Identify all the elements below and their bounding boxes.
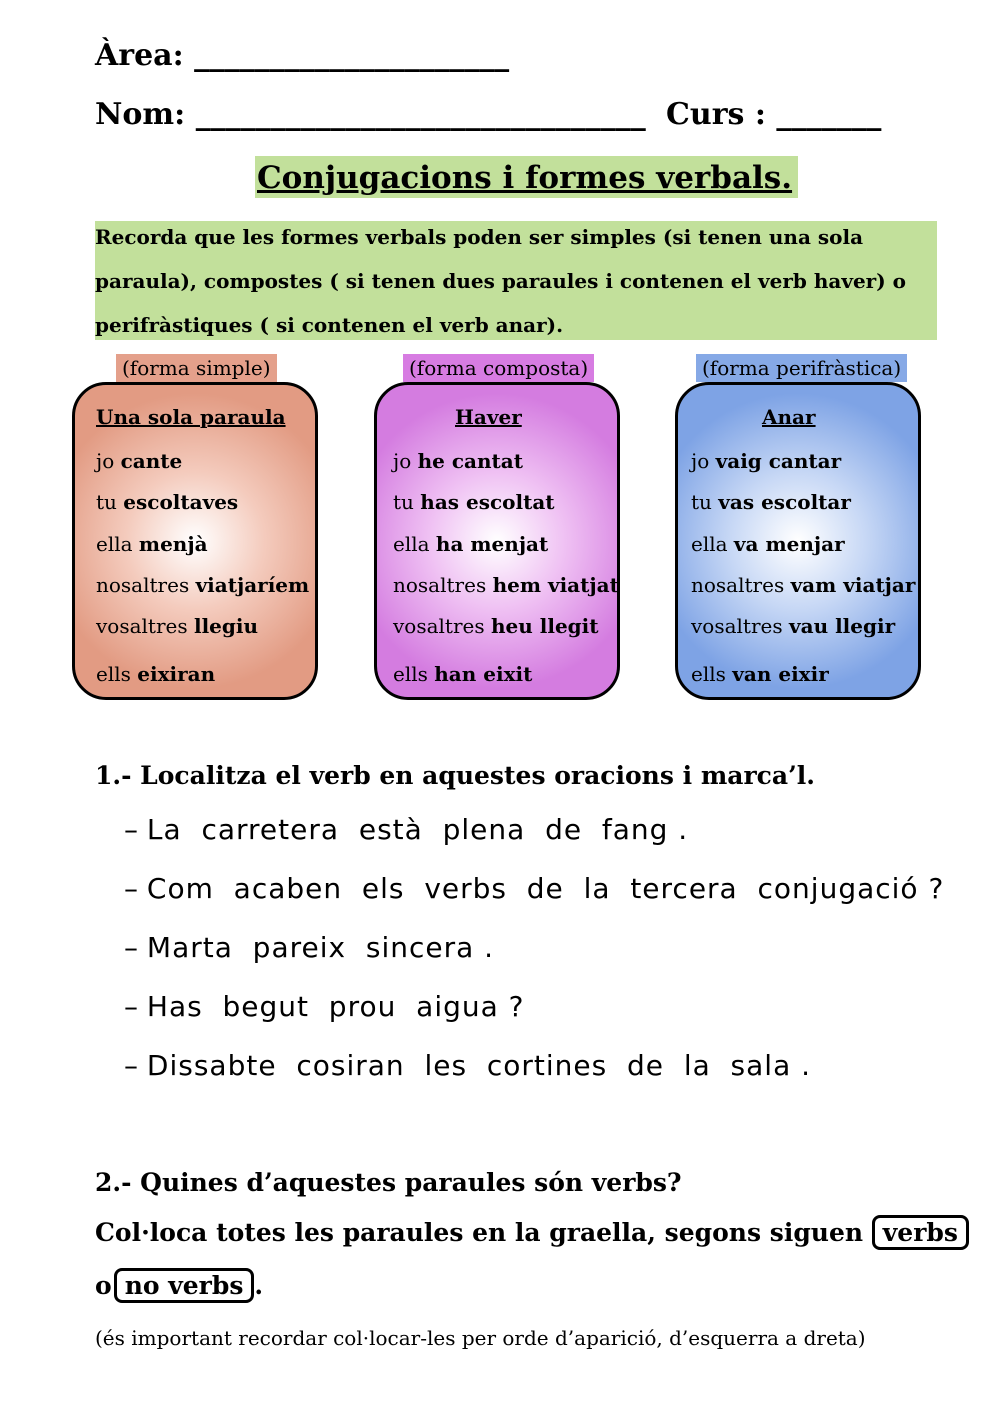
sentence-item <box>124 813 688 846</box>
conjugation-row: tu vas escoltar <box>691 490 851 514</box>
course-line <box>666 97 881 132</box>
dash-bullet: – <box>124 931 138 964</box>
area-line <box>95 38 509 73</box>
sentence-text[interactable]: Marta pareix sincera . <box>146 931 495 964</box>
note-line: paraula), compostes ( si tenen dues paraules i contenen el verb haver) o <box>95 269 906 293</box>
dash-bullet: – <box>124 990 138 1023</box>
conjugation-row: jo vaig cantar <box>691 449 842 473</box>
sentence-text[interactable]: Com acaben els verbs de la tercera conjugació ? <box>146 872 945 905</box>
page-title: Conjugacions i formes verbals. <box>255 156 798 198</box>
sentence-item <box>124 931 494 964</box>
conjugation-row: tu has escoltat <box>393 490 555 514</box>
conjugation-row: vosaltres llegiu <box>96 614 259 638</box>
conjugation-row: jo he cantat <box>393 449 523 473</box>
conjugation-row: ella menjà <box>96 532 208 556</box>
conjugation-row: ells eixiran <box>96 662 216 686</box>
name-blank[interactable]: ______________________________ <box>195 97 646 132</box>
exercise2-instruction <box>95 1218 969 1247</box>
sentence-text[interactable]: La carretera està plena de fang . <box>146 813 689 846</box>
tag-perifrastica: (forma perifràstica) <box>696 354 907 382</box>
sentence-text[interactable]: Has begut prou aigua ? <box>146 990 525 1023</box>
card-composta <box>374 382 620 700</box>
no-verbs-box[interactable]: no verbs <box>114 1268 255 1303</box>
dash-bullet: – <box>124 872 138 905</box>
sentence-text[interactable]: Dissabte cosiran les cortines de la sala . <box>146 1049 812 1082</box>
period-text: . <box>254 1271 264 1300</box>
ordering-hint: (és important recordar col·locar-les per orde d’aparició, d’esquerra a dreta) <box>95 1326 866 1350</box>
sentence-item <box>124 990 525 1023</box>
verbs-box[interactable]: verbs <box>872 1215 969 1250</box>
card-perifrastica <box>675 382 921 700</box>
sentence-item <box>124 1049 811 1082</box>
reminder-note <box>95 221 937 340</box>
card-heading: Haver <box>455 405 522 429</box>
conjugation-row: nosaltres vam viatjar <box>691 573 916 597</box>
conjugation-row: nosaltres hem viatjat <box>393 573 619 597</box>
conjugation-row: nosaltres viatjaríem <box>96 573 310 597</box>
tag-simple: (forma simple) <box>116 354 277 382</box>
course-label: Curs : <box>666 97 766 132</box>
conjugation-row: vosaltres heu llegit <box>393 614 599 638</box>
card-simple <box>72 382 318 700</box>
exercise1-question: 1.- Localitza el verb en aquestes oracions i marca’l. <box>95 761 815 790</box>
note-line: perifràstiques ( si contenen el verb anar). <box>95 313 564 337</box>
conjugation-row: tu escoltaves <box>96 490 239 514</box>
exercise2-question: 2.- Quines d’aquestes paraules són verbs? <box>95 1168 682 1197</box>
area-label: Àrea: <box>95 38 184 73</box>
conjugation-row: ella ha menjat <box>393 532 549 556</box>
card-heading: Una sola paraula <box>96 405 286 429</box>
instruction-text: Col·loca totes les paraules en la graella, segons siguen <box>95 1218 864 1247</box>
dash-bullet: – <box>124 813 138 846</box>
conjugation-row: vosaltres vau llegir <box>691 614 896 638</box>
exercise2-instruction-cont <box>95 1271 263 1300</box>
name-label: Nom: <box>95 97 186 132</box>
sentence-item <box>124 872 944 905</box>
course-blank[interactable]: _______ <box>776 97 882 132</box>
tag-composta: (forma composta) <box>403 354 594 382</box>
note-line: Recorda que les formes verbals poden ser simples (si tenen una sola <box>95 225 864 249</box>
conjugation-row: ells han eixit <box>393 662 533 686</box>
conjugation-row: ells van eixir <box>691 662 829 686</box>
conjugation-row: jo cante <box>96 449 183 473</box>
card-heading: Anar <box>762 405 816 429</box>
name-line <box>95 97 646 132</box>
area-blank[interactable]: _____________________ <box>194 38 510 73</box>
conjugation-row: ella va menjar <box>691 532 845 556</box>
dash-bullet: – <box>124 1049 138 1082</box>
connector-text: o <box>95 1271 112 1300</box>
